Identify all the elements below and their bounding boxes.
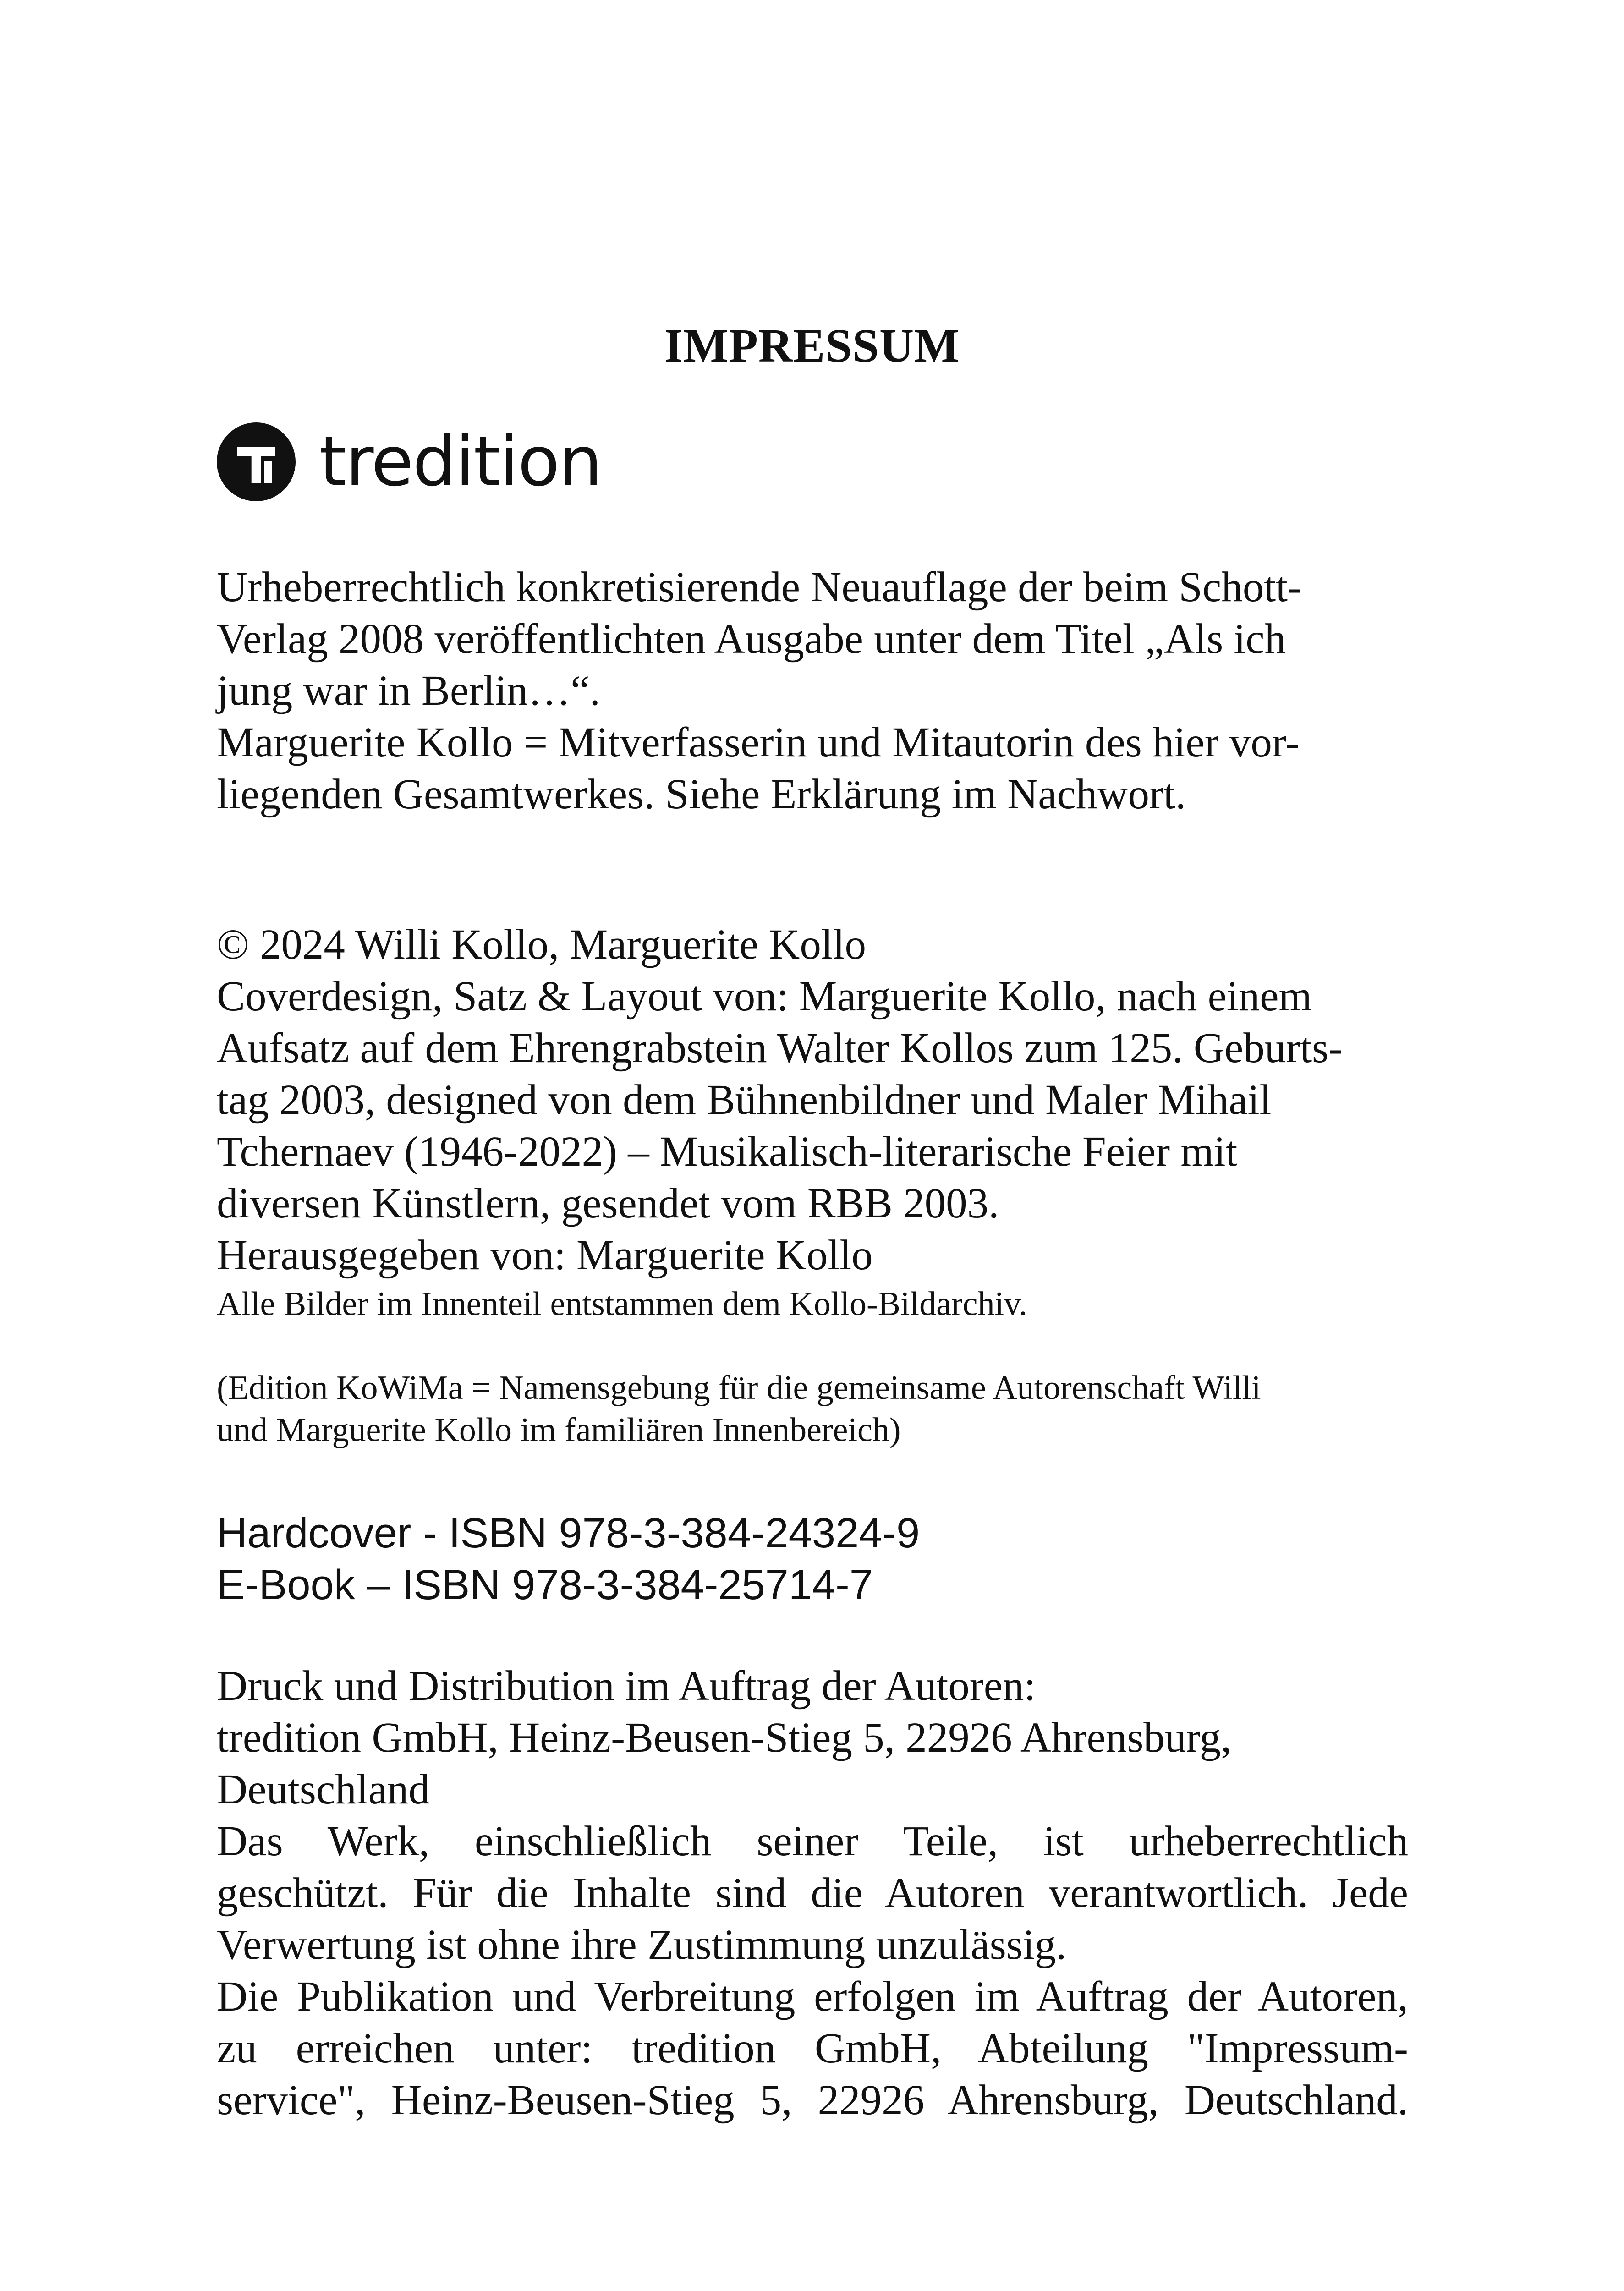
credits-line: diversen Künstlern, gesendet vom RBB 2003. xyxy=(217,1180,999,1227)
copyright-line: Das Werk, einschließlich seiner Teile, ist urheberrechtlich xyxy=(217,1818,1408,1865)
images-note xyxy=(217,1283,1408,1325)
publication-line: Die Publikation und Verbreitung erfolgen im Auftrag der Autoren, xyxy=(217,1973,1408,2020)
logo-text: tredition xyxy=(319,422,602,502)
edition-note-line: (Edition KoWiMa = Namensgebung für die gemeinsame Autorenschaft Willi xyxy=(217,1369,1261,1407)
intro-paragraph xyxy=(217,561,1408,820)
isbn-hardcover: Hardcover - ISBN 978-3-384-24324-9 xyxy=(217,1510,920,1557)
intro-line: Marguerite Kollo = Mitverfasserin und Mitautorin des hier vor- xyxy=(217,719,1300,766)
intro-line: Verlag 2008 veröffentlichten Ausgabe unter dem Titel „Als ich xyxy=(217,615,1286,663)
page-title: IMPRESSUM xyxy=(664,319,960,372)
edition-note xyxy=(217,1367,1408,1451)
credits-paragraph xyxy=(217,919,1408,1281)
distribution-block xyxy=(217,1660,1408,2126)
intro-line: Urheberrechtlich konkretisierende Neuauflage der beim Schott- xyxy=(217,564,1302,611)
distribution-line: tredition GmbH, Heinz-Beusen-Stieg 5, 22926 Ahrensburg, xyxy=(217,1714,1232,1761)
credits-line: Herausgegeben von: Marguerite Kollo xyxy=(217,1232,873,1279)
intro-line: liegenden Gesamtwerkes. Siehe Erklärung im Nachwort. xyxy=(217,771,1186,818)
distribution-line: Druck und Distribution im Auftrag der Autoren: xyxy=(217,1662,1036,1710)
copyright-line: geschützt. Für die Inhalte sind die Autoren verantwortlich. Jede xyxy=(217,1869,1408,1917)
credits-line: tag 2003, designed von dem Bühnenbildner und Maler Mihail xyxy=(217,1076,1272,1124)
credits-line: © 2024 Willi Kollo, Marguerite Kollo xyxy=(217,921,867,968)
credits-line: Tchernaev (1946-2022) – Musikalisch-literarische Feier mit xyxy=(217,1128,1238,1175)
credits-line: Coverdesign, Satz & Layout von: Marguerite Kollo, nach einem xyxy=(217,973,1312,1020)
copyright-line: Verwertung ist ohne ihre Zustimmung unzulässig. xyxy=(217,1921,1067,1968)
isbn-ebook: E-Book – ISBN 978-3-384-25714-7 xyxy=(217,1562,873,1608)
credits-line: Aufsatz auf dem Ehrengrabstein Walter Kollos zum 125. Geburts- xyxy=(217,1025,1343,1072)
isbn-block xyxy=(217,1507,1408,1611)
tredition-logo-icon xyxy=(217,422,296,501)
distribution-line: Deutschland xyxy=(217,1766,430,1813)
publication-line: service", Heinz-Beusen-Stieg 5, 22926 Ahrensburg, Deutschland. xyxy=(217,2077,1408,2124)
images-note-line: Alle Bilder im Innenteil entstammen dem Kollo-Bildarchiv. xyxy=(217,1285,1027,1323)
intro-line: jung war in Berlin…“. xyxy=(217,667,600,714)
edition-note-line: und Marguerite Kollo im familiären Innenbereich) xyxy=(217,1411,901,1449)
publisher-logo xyxy=(217,421,602,503)
publication-line: zu erreichen unter: tredition GmbH, Abteilung "Impressum- xyxy=(217,2025,1408,2072)
